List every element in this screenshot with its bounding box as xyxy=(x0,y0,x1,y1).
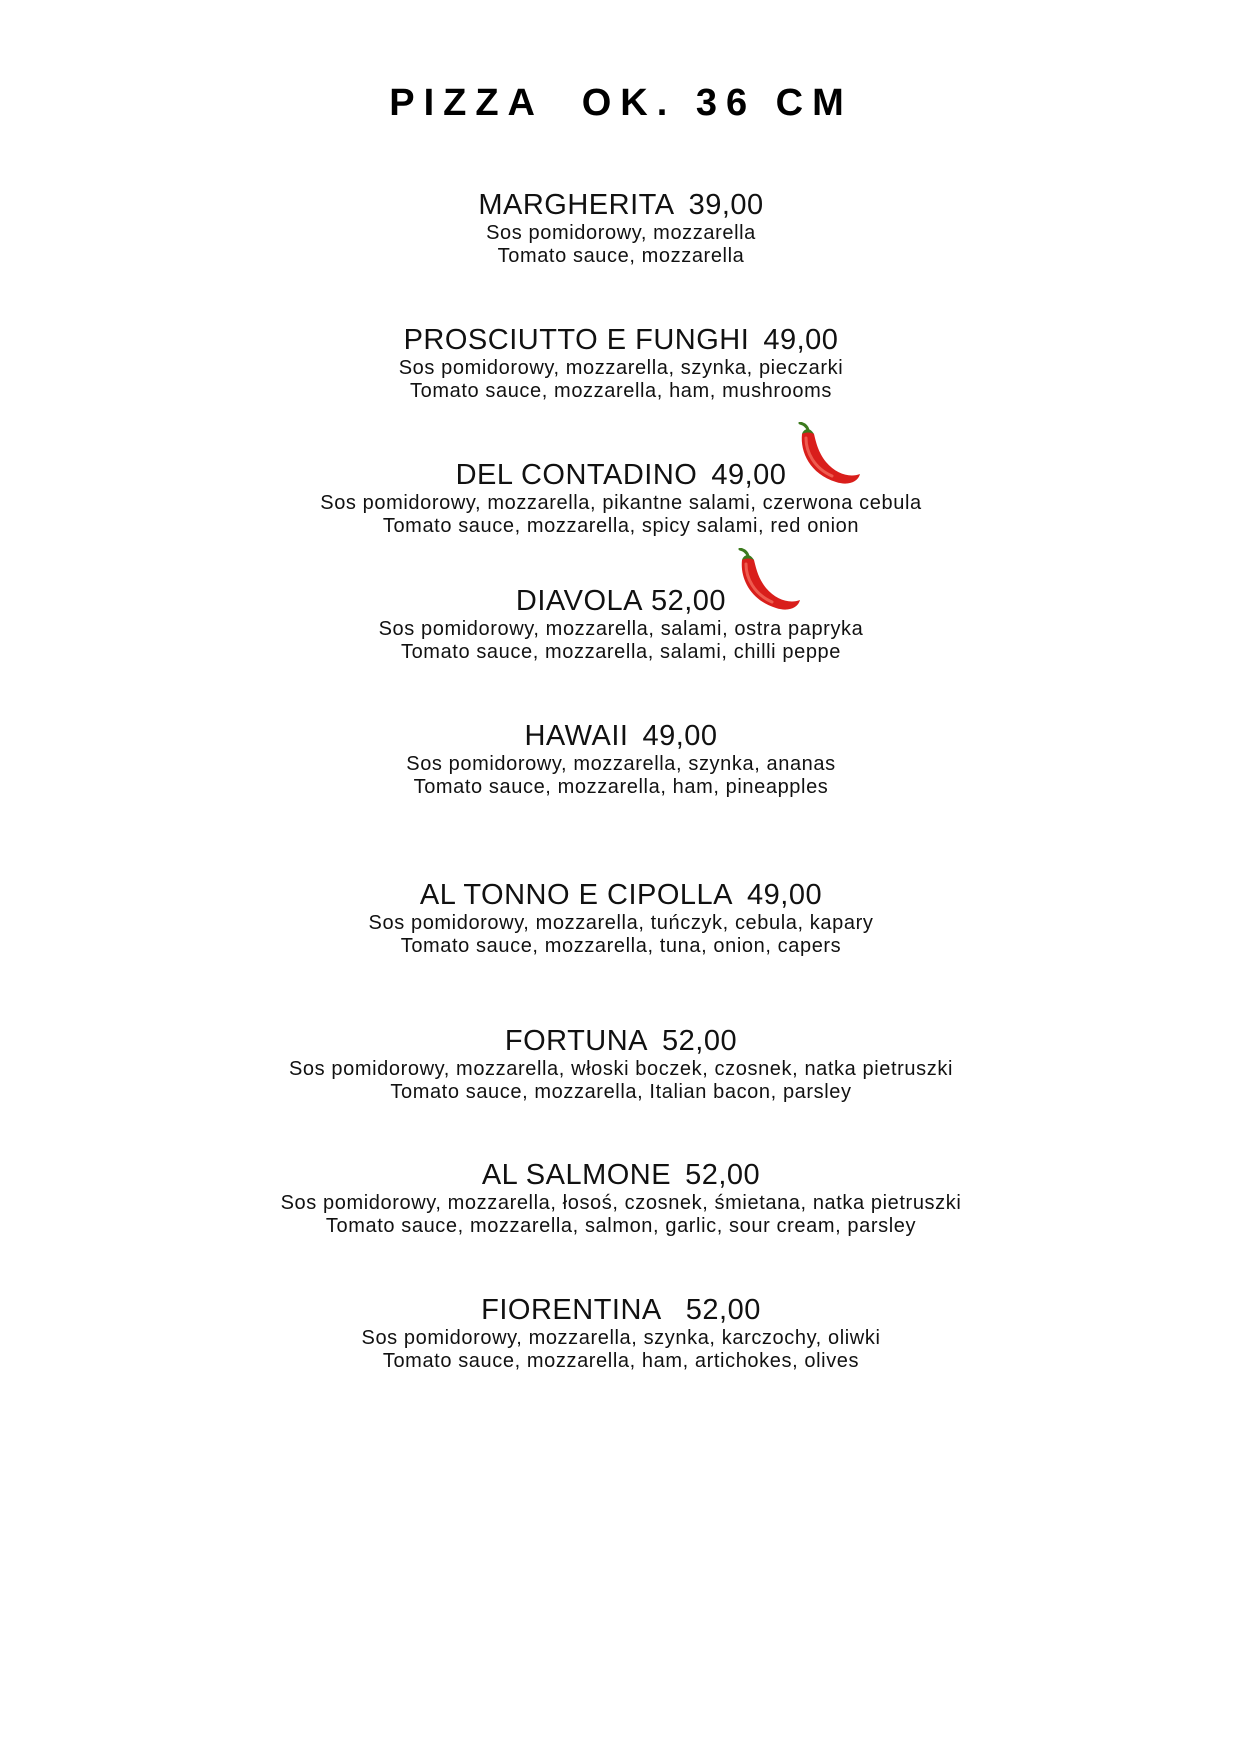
description-english: Tomato sauce, mozzarella xyxy=(497,245,745,267)
item-price: 52,00 xyxy=(662,1025,738,1057)
menu-item-fiorentina xyxy=(0,1293,1242,1373)
description-english: Tomato sauce, mozzarella, salmon, garlic, sour cream, parsley xyxy=(325,1215,917,1237)
item-name: AL TONNO E CIPOLLA xyxy=(419,879,733,911)
item-heading xyxy=(456,458,787,492)
item-heading xyxy=(524,719,717,753)
item-name: DIAVOLA xyxy=(515,585,643,617)
item-heading xyxy=(481,1293,761,1327)
description-english: Tomato sauce, mozzarella, ham, mushrooms xyxy=(410,380,832,402)
description-english: Tomato sauce, mozzarella, tuna, onion, capers xyxy=(400,935,842,957)
description-polish: Sos pomidorowy, mozzarella, pikantne salami, czerwona cebula xyxy=(320,492,922,514)
item-heading xyxy=(420,878,822,912)
page-title: PIZZA OK. 36 CM xyxy=(389,82,853,124)
item-name: FIORENTINA xyxy=(481,1294,662,1326)
description-english: Tomato sauce, mozzarella, spicy salami, red onion xyxy=(382,515,860,537)
description-english: Tomato sauce, mozzarella, salami, chilli peppe xyxy=(400,641,841,663)
menu-item-diavola xyxy=(0,584,1242,664)
description-polish: Sos pomidorowy, mozzarella, salami, ostra papryka xyxy=(378,618,864,640)
item-price: 49,00 xyxy=(763,324,839,356)
item-price: 52,00 xyxy=(650,585,727,617)
chili-pepper-icon xyxy=(792,422,862,488)
item-name: PROSCIUTTO E FUNGHI xyxy=(403,324,750,356)
item-heading xyxy=(516,584,726,618)
item-price: 49,00 xyxy=(747,879,823,911)
item-heading xyxy=(478,188,763,222)
item-heading xyxy=(505,1024,737,1058)
item-price: 52,00 xyxy=(685,1294,761,1326)
item-name: FORTUNA xyxy=(504,1025,649,1057)
chili-pepper-icon xyxy=(732,548,802,614)
menu-item-prosciutto-e-funghi xyxy=(0,323,1242,403)
description-english: Tomato sauce, mozzarella, ham, artichokes, olives xyxy=(382,1350,860,1372)
description-polish: Sos pomidorowy, mozzarella, łosoś, czosnek, śmietana, natka pietruszki xyxy=(280,1192,962,1214)
item-heading xyxy=(404,323,839,357)
menu-item-al-tonno-e-cipolla xyxy=(0,878,1242,958)
item-heading xyxy=(482,1158,760,1192)
description-polish: Sos pomidorowy, mozzarella, włoski boczek, czosnek, natka pietruszki xyxy=(288,1058,953,1080)
item-price: 49,00 xyxy=(642,720,718,752)
menu-item-al-salmone xyxy=(0,1158,1242,1238)
item-price: 49,00 xyxy=(711,459,787,491)
description-polish: Sos pomidorowy, mozzarella, szynka, karczochy, oliwki xyxy=(361,1327,881,1349)
menu-item-hawaii xyxy=(0,719,1242,799)
item-price: 52,00 xyxy=(685,1159,761,1191)
description-polish: Sos pomidorowy, mozzarella, szynka, pieczarki xyxy=(398,357,844,379)
description-polish: Sos pomidorowy, mozzarella, tuńczyk, cebula, kapary xyxy=(368,912,874,934)
item-name: AL SALMONE xyxy=(481,1159,672,1191)
description-english: Tomato sauce, mozzarella, ham, pineapples xyxy=(413,776,829,798)
description-polish: Sos pomidorowy, mozzarella xyxy=(486,222,756,244)
description-english: Tomato sauce, mozzarella, Italian bacon, parsley xyxy=(390,1081,852,1103)
item-name: HAWAII xyxy=(524,720,629,752)
description-polish: Sos pomidorowy, mozzarella, szynka, ananas xyxy=(406,753,836,775)
menu-item-margherita xyxy=(0,188,1242,268)
menu-item-fortuna xyxy=(0,1024,1242,1104)
menu-item-del-contadino xyxy=(0,458,1242,538)
item-price: 39,00 xyxy=(688,189,764,221)
item-name: MARGHERITA xyxy=(478,189,675,221)
item-name: DEL CONTADINO xyxy=(455,459,698,491)
